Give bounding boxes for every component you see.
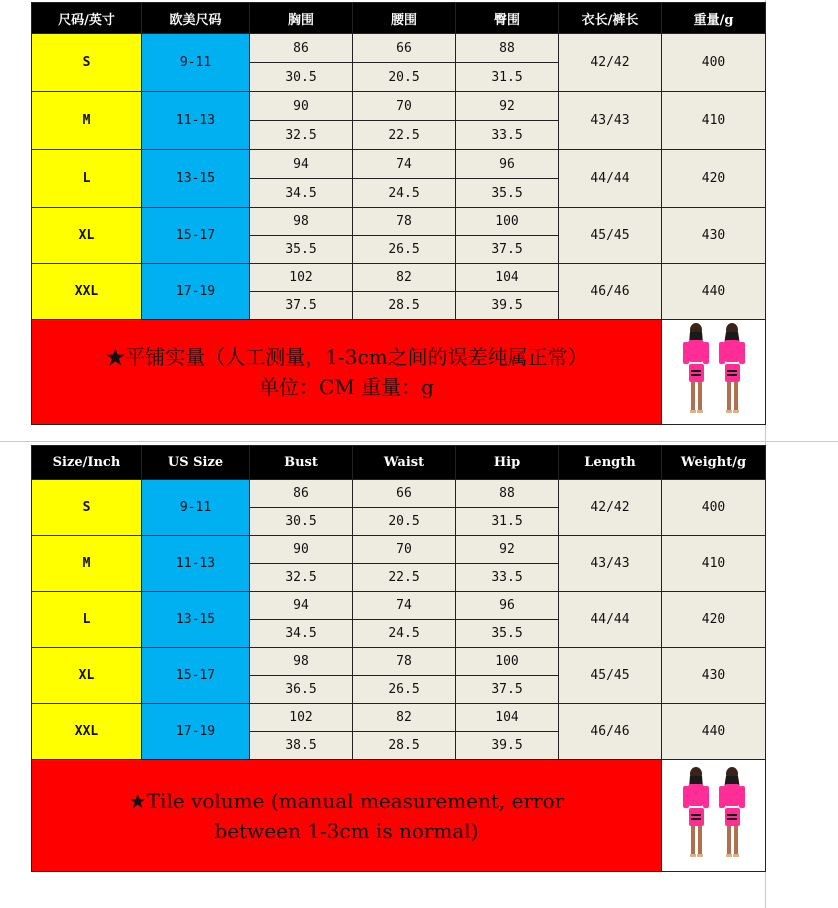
hip-inch: 37.5	[456, 676, 559, 704]
hip-cm: 104	[456, 264, 559, 292]
header-size: Size/Inch	[32, 446, 142, 480]
bust-cm: 90	[250, 536, 353, 564]
waist-cm: 70	[353, 536, 456, 564]
size-chart-cn	[31, 2, 766, 425]
length-cell: 46/46	[559, 264, 662, 320]
waist-cm: 74	[353, 150, 456, 179]
hip-cm: 96	[456, 150, 559, 179]
us-size-cell: 17-19	[142, 264, 250, 320]
weight-cell: 420	[662, 150, 766, 208]
product-photo-cell	[662, 320, 766, 425]
table-row	[32, 34, 766, 63]
size-cell: XL	[32, 648, 142, 704]
bust-inch: 36.5	[250, 676, 353, 704]
header-length: Length	[559, 446, 662, 480]
hip-inch: 37.5	[456, 236, 559, 264]
hip-inch: 33.5	[456, 121, 559, 150]
table-row	[32, 150, 766, 179]
us-size-cell: 17-19	[142, 704, 250, 760]
size-cell: M	[32, 536, 142, 592]
weight-cell: 430	[662, 648, 766, 704]
note-row	[32, 760, 766, 872]
size-cell: S	[32, 480, 142, 536]
bust-inch: 38.5	[250, 732, 353, 760]
bust-cm: 94	[250, 592, 353, 620]
length-cell: 44/44	[559, 150, 662, 208]
hip-cm: 96	[456, 592, 559, 620]
us-size-cell: 9-11	[142, 34, 250, 92]
header-bust: Bust	[250, 446, 353, 480]
table-row	[32, 264, 766, 292]
weight-cell: 440	[662, 264, 766, 320]
waist-cm: 82	[353, 704, 456, 732]
table-row	[32, 92, 766, 121]
product-photo-two-models-icon	[666, 320, 762, 420]
size-cell: L	[32, 592, 142, 648]
header-size: 尺码/英寸	[32, 3, 142, 34]
weight-cell: 440	[662, 704, 766, 760]
header-us-size: 欧美尺码	[142, 3, 250, 34]
weight-cell: 410	[662, 92, 766, 150]
length-cell: 46/46	[559, 704, 662, 760]
length-cell: 45/45	[559, 208, 662, 264]
length-cell: 44/44	[559, 592, 662, 648]
weight-cell: 400	[662, 480, 766, 536]
bust-cm: 86	[250, 480, 353, 508]
hip-cm: 88	[456, 480, 559, 508]
weight-cell: 400	[662, 34, 766, 92]
gridline	[0, 441, 838, 442]
hip-inch: 31.5	[456, 63, 559, 92]
size-cell: L	[32, 150, 142, 208]
waist-inch: 22.5	[353, 564, 456, 592]
size-chart-en	[31, 445, 766, 872]
table-row	[32, 592, 766, 620]
size-cell: M	[32, 92, 142, 150]
header-weight: Weight/g	[662, 446, 766, 480]
length-cell: 45/45	[559, 648, 662, 704]
waist-cm: 78	[353, 208, 456, 236]
bust-inch: 34.5	[250, 620, 353, 648]
table-row	[32, 648, 766, 676]
table-row	[32, 536, 766, 564]
hip-cm: 92	[456, 536, 559, 564]
hip-inch: 35.5	[456, 620, 559, 648]
us-size-cell: 11-13	[142, 536, 250, 592]
length-cell: 42/42	[559, 480, 662, 536]
length-cell: 43/43	[559, 536, 662, 592]
size-cell: S	[32, 34, 142, 92]
us-size-cell: 13-15	[142, 592, 250, 648]
header-waist: 腰围	[353, 3, 456, 34]
hip-cm: 88	[456, 34, 559, 63]
model-left	[683, 767, 709, 857]
size-cell: XL	[32, 208, 142, 264]
hip-cm: 92	[456, 92, 559, 121]
bust-inch: 37.5	[250, 292, 353, 320]
table-header-row	[32, 3, 766, 34]
measurement-note	[32, 760, 662, 872]
bust-cm: 98	[250, 208, 353, 236]
waist-inch: 20.5	[353, 63, 456, 92]
bust-inch: 32.5	[250, 564, 353, 592]
table-row	[32, 208, 766, 236]
weight-cell: 410	[662, 536, 766, 592]
waist-inch: 28.5	[353, 292, 456, 320]
product-photo-two-models-icon	[666, 762, 762, 866]
header-weight: 重量/g	[662, 3, 766, 34]
bust-inch: 32.5	[250, 121, 353, 150]
waist-cm: 66	[353, 34, 456, 63]
waist-cm: 74	[353, 592, 456, 620]
product-photo-cell	[662, 760, 766, 872]
waist-cm: 82	[353, 264, 456, 292]
note-line-1: ★Tile volume (manual measurement, error	[128, 788, 565, 813]
note-line-2: between 1-3cm is normal)	[214, 818, 479, 843]
hip-cm: 100	[456, 208, 559, 236]
model-right	[719, 323, 745, 413]
header-hip: 臀围	[456, 3, 559, 34]
waist-cm: 78	[353, 648, 456, 676]
weight-cell: 420	[662, 592, 766, 648]
bust-cm: 94	[250, 150, 353, 179]
header-hip: Hip	[456, 446, 559, 480]
hip-cm: 104	[456, 704, 559, 732]
table-row	[32, 480, 766, 508]
us-size-cell: 15-17	[142, 648, 250, 704]
table-header-row	[32, 446, 766, 480]
us-size-cell: 15-17	[142, 208, 250, 264]
length-cell: 42/42	[559, 34, 662, 92]
us-size-cell: 11-13	[142, 92, 250, 150]
weight-cell: 430	[662, 208, 766, 264]
us-size-cell: 13-15	[142, 150, 250, 208]
waist-cm: 66	[353, 480, 456, 508]
header-bust: 胸围	[250, 3, 353, 34]
hip-inch: 31.5	[456, 508, 559, 536]
waist-inch: 28.5	[353, 732, 456, 760]
hip-inch: 35.5	[456, 179, 559, 208]
header-us-size: US Size	[142, 446, 250, 480]
bust-cm: 102	[250, 704, 353, 732]
size-cell: XXL	[32, 264, 142, 320]
bust-cm: 90	[250, 92, 353, 121]
bust-inch: 35.5	[250, 236, 353, 264]
note-line-2: 单位：CM 重量：g	[259, 375, 434, 399]
table-row	[32, 704, 766, 732]
waist-inch: 24.5	[353, 179, 456, 208]
note-line-1: ★平铺实量（人工测量，1-3cm之间的误差纯属正常）	[105, 345, 588, 369]
waist-inch: 22.5	[353, 121, 456, 150]
us-size-cell: 9-11	[142, 480, 250, 536]
bust-inch: 34.5	[250, 179, 353, 208]
waist-inch: 20.5	[353, 508, 456, 536]
hip-inch: 39.5	[456, 732, 559, 760]
bust-inch: 30.5	[250, 63, 353, 92]
model-left	[683, 323, 709, 413]
bust-cm: 102	[250, 264, 353, 292]
waist-inch: 24.5	[353, 620, 456, 648]
bust-cm: 98	[250, 648, 353, 676]
model-right	[719, 767, 745, 857]
waist-cm: 70	[353, 92, 456, 121]
measurement-note	[32, 320, 662, 425]
size-cell: XXL	[32, 704, 142, 760]
bust-inch: 30.5	[250, 508, 353, 536]
length-cell: 43/43	[559, 92, 662, 150]
bust-cm: 86	[250, 34, 353, 63]
hip-inch: 39.5	[456, 292, 559, 320]
waist-inch: 26.5	[353, 676, 456, 704]
hip-cm: 100	[456, 648, 559, 676]
header-length: 衣长/裤长	[559, 3, 662, 34]
waist-inch: 26.5	[353, 236, 456, 264]
note-row	[32, 320, 766, 425]
header-waist: Waist	[353, 446, 456, 480]
hip-inch: 33.5	[456, 564, 559, 592]
